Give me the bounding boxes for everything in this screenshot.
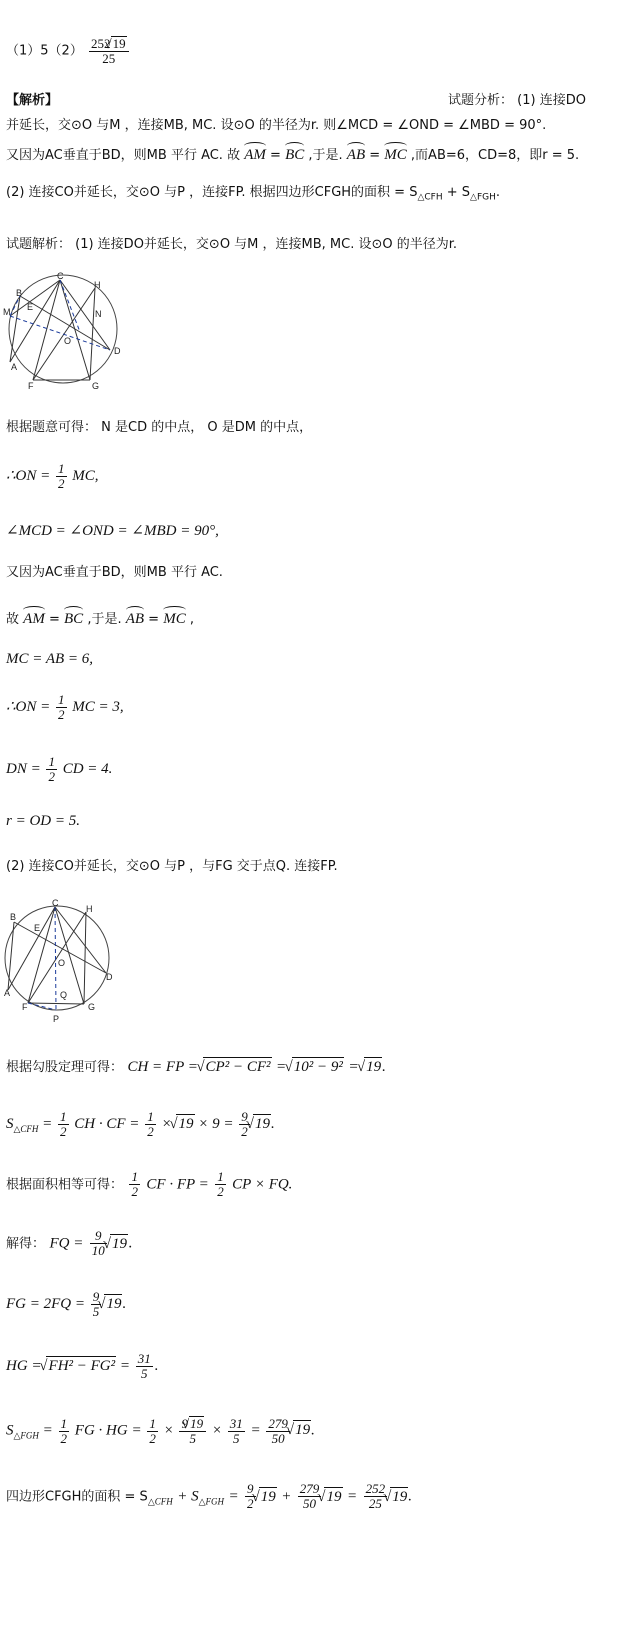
answer-line (6, 36, 131, 66)
fig1-label-B: B (16, 288, 23, 298)
fig1-label-G: G (92, 381, 100, 391)
part2-p5: FG = 2FQ = $\frac{9}{5}$ √ 19. (6, 1290, 126, 1319)
fig2-label-E: E (34, 923, 41, 933)
figure-2-diagram (0, 898, 120, 1030)
figure-1-diagram (0, 272, 130, 398)
part2-p6: HG = √ FH² − FG² = $\frac{31}{5}$ . (6, 1352, 159, 1381)
analysis-line-2: 并延长，交⊙O 与M ，连接MB, MC. 设⊙O 的半径为r. 则∠MCD = ∠OND = ∠MBD = 90°. (6, 118, 547, 133)
part2-p1: 根据勾股定理可得： CH = FP = √ CP² − CF² = √ 10² − 9² = √ 19. (6, 1057, 386, 1077)
solution-s7: ∴ON = $\frac{1}{2}$ MC = 3, (6, 692, 124, 722)
solution-s9: r = OD = 5. (6, 813, 80, 829)
analysis-line-3: 又因为AC垂直于BD，则MB 平行 AC. 故 AM = BC ,于是. AB = MC ,而AB=6，CD=8，即r = 5. (6, 142, 579, 165)
fig1-label-E: E (27, 302, 34, 312)
fig2-label-Q: Q (60, 990, 68, 1000)
part2-p4: 解得： FQ = $\frac{9}{10}$ √ 19. (6, 1229, 132, 1258)
solution-s1: 根据题意可得： N 是CD 的中点， O 是DM 的中点， (6, 420, 313, 435)
fig2-label-A: A (4, 988, 11, 998)
solution-s8: DN = $\frac{1}{2}$ CD = 4. (6, 754, 113, 784)
fig1-label-C: C (57, 272, 64, 281)
fig2-label-P: P (53, 1014, 60, 1024)
part2-p2: $S_{\triangle CFH}$ = $\frac{1}{2}$ CH · CF = $\frac{1}{2}$ × √ 19 × 9 = $\frac{9}{2}$ √ 19. (6, 1110, 275, 1139)
fig2-label-F: F (22, 1002, 28, 1012)
fig1-label-D: D (114, 346, 121, 356)
solution-s6: MC = AB = 6, (6, 651, 94, 667)
fig2-label-C: C (52, 898, 59, 908)
fig1-label-O: O (64, 336, 72, 346)
answer-prefix: （1）5（2） (6, 43, 83, 59)
solution-s3: ∠MCD = ∠OND = ∠MBD = 90°, (6, 523, 219, 539)
fig2-label-G: G (88, 1002, 96, 1012)
analysis-label: 试题分析： (1) 连接DO (448, 93, 586, 108)
fig1-label-N: N (95, 309, 102, 319)
fig1-label-F: F (28, 381, 34, 391)
solution-s5: 故 AM = BC ,于是. AB = MC , (6, 606, 194, 629)
part2-p3: 根据面积相等可得： $\frac{1}{2}$ CF · FP = $\frac{1}{2}$ CP × FQ. (6, 1169, 293, 1199)
part2-p7: $S_{\triangle FGH}$ = $\frac{1}{2}$ FG · HG = $\frac{1}{2}$ × $\frac{9√ 19}{5}$ × $\frac{31}{5}$ = $\frac{279}{50}$ √ 19. (6, 1416, 315, 1446)
fig2-label-D: D (106, 972, 113, 982)
solution-s4: 又因为AC垂直于BD，则MB 平行 AC. (6, 565, 223, 580)
jiexi-heading: 【解析】 (6, 93, 59, 108)
fig1-label-A: A (11, 362, 18, 372)
solution-intro: 试题解析： (1) 连接DO并延长，交⊙O 与M ，连接MB, MC. 设⊙O 的半径为r. (6, 237, 458, 252)
solution-s10: (2) 连接CO并延长，交⊙O 与P ，与FG 交于点Q. 连接FP. (6, 859, 338, 874)
solution-s2: ∴ON = $\frac{1}{2}$ MC, (6, 461, 99, 491)
fig1-label-M: M (3, 307, 11, 317)
fig1-label-H: H (94, 280, 101, 290)
fig2-label-B: B (10, 912, 17, 922)
fig2-label-H: H (86, 904, 93, 914)
answer-fraction: $\frac{252√ 19}{25}$ (89, 36, 129, 66)
part2-p8: 四边形CFGH的面积 = $S_{\triangle CFH} + S_{\triangle FGH}$ = $\frac{9}{2}$ √ 19 + $\frac{279}{50}$ √ 19 = $\frac{252}{25}$ √ 19. (6, 1482, 412, 1511)
analysis-line-4: (2) 连接CO并延长，交⊙O 与P ，连接FP. 根据四边形CFGH的面积 = $S_{\triangle CFH} + S_{\triangle FGH}$. (6, 185, 501, 203)
fig2-label-O: O (58, 958, 66, 968)
